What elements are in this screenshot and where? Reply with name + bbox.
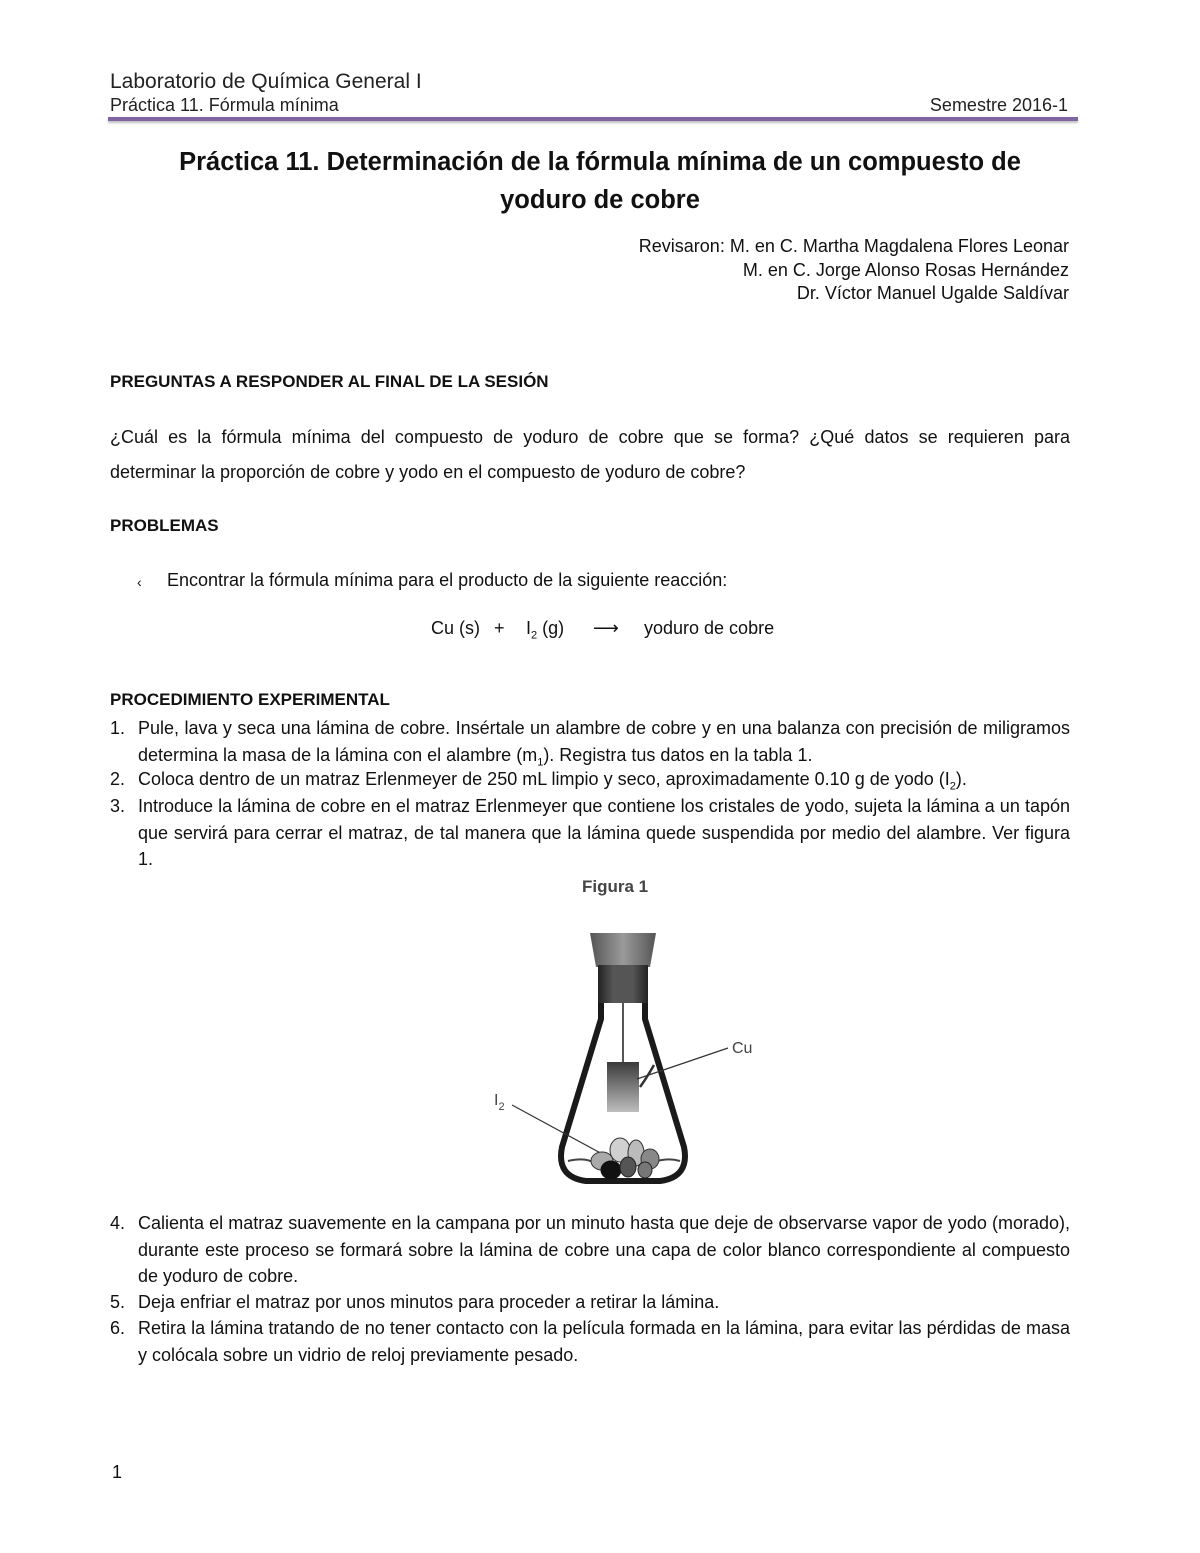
- copper-plate: [607, 1062, 639, 1112]
- reviewer-line-2: M. en C. Jorge Alonso Rosas Hernández: [742, 259, 1069, 280]
- header-rule: [108, 117, 1078, 121]
- procedure-step-6: [110, 1315, 1070, 1368]
- step-text: Retira la lámina tratando de no tener contacto con la película formada en la lámina, para evitar las pérdidas de masa y colócala sobre un vidrio de reloj previamente pesado.: [138, 1318, 1070, 1365]
- step-text: Calienta el matraz suavemente en la campana por un minuto hasta que deje de observarse vapor de yodo (morado), durante este proceso se formará sobre la lámina de cobre una capa de color blanco correspondiente al compuesto de yoduro de cobre.: [138, 1213, 1070, 1286]
- figure-label-i: $I_2$: [494, 1092, 505, 1113]
- title-line-2: yoduro de cobre: [500, 186, 700, 214]
- questions-line-1: ¿Cuál es la fórmula mínima del compuesto de yoduro de cobre que se forma? ¿Qué datos se requieren para: [110, 427, 1070, 447]
- flask-base-left: [568, 1159, 594, 1163]
- title-line-1: Práctica 11. Determinación de la fórmula mínima de un compuesto de: [179, 148, 1021, 176]
- procedure-step-3: [110, 793, 1070, 873]
- step-text: Pule, lava y seca una lámina de cobre. Insértale un alambre de cobre y en una balanza con precisión de miligramos determina la masa de la lámina con el alambre $(m_1)$. Registra tus datos en la tabla 1.: [138, 718, 1070, 769]
- reviewer-line-3: Dr. Víctor Manuel Ugalde Saldívar: [796, 283, 1069, 303]
- step-text: Coloca dentro de un matraz Erlenmeyer de 250 mL limpio y seco, aproximadamente 0.10 g de yodo $(I_2)$.: [138, 769, 967, 793]
- reaction-plus: +: [494, 618, 505, 638]
- step-number: 6.: [110, 1318, 126, 1338]
- figure-label-cu: Cu: [732, 1040, 753, 1057]
- step-number: 5.: [110, 1292, 126, 1312]
- procedure-step-4: [110, 1210, 1070, 1290]
- problems-heading: PROBLEMAS: [110, 516, 219, 535]
- problems-bullet-text: Encontrar la fórmula mínima para el producto de la siguiente reacción:: [167, 570, 728, 590]
- header-semester: Semestre 2016-1: [929, 95, 1068, 115]
- procedure-step-5: [110, 1289, 1070, 1316]
- header-practice: Práctica 11. Fórmula mínima: [110, 95, 339, 115]
- page-number: 1: [112, 1462, 123, 1482]
- step-text: Introduce la lámina de cobre en el matraz Erlenmeyer que contiene los cristales de yodo, sujeta la lámina a un tapón que servirá para cerrar el matraz, de tal manera que la lámina quede suspendida por medio del alambre. Ver figura 1.: [138, 796, 1070, 869]
- procedure-heading: PROCEDIMIENTO EXPERIMENTAL: [110, 690, 390, 709]
- header-course: Laboratorio de Química General I: [110, 70, 422, 93]
- step-number: 4.: [110, 1213, 126, 1233]
- step-number: 1.: [110, 718, 126, 738]
- page-title: [110, 143, 1090, 219]
- iodine-crystals: [591, 1138, 659, 1179]
- step-number: 3.: [110, 796, 126, 816]
- step-text: Deja enfriar el matraz por unos minutos para proceder a retirar la lámina.: [138, 1292, 720, 1312]
- reaction-reactant-1: Cu (s): [431, 618, 480, 638]
- questions-line-2: determinar la proporción de cobre y yodo en el compuesto de yoduro de cobre?: [110, 462, 746, 482]
- flask-stopper: [590, 933, 656, 967]
- reaction-product: yoduro de cobre: [644, 618, 775, 638]
- reviewer-line-1: Revisaron: M. en C. Martha Magdalena Flores Leonar: [638, 236, 1069, 256]
- reaction-reactant-2: $I_2$ (g): [526, 618, 565, 642]
- reviewers: [639, 235, 1069, 306]
- reaction-arrow: ⟶: [593, 618, 619, 639]
- bullet-icon: ‹: [137, 574, 142, 590]
- questions-heading: PREGUNTAS A RESPONDER AL FINAL DE LA SESIÓN: [110, 372, 549, 391]
- figure-caption: Figura 1: [582, 877, 649, 896]
- step-number: 2.: [110, 769, 126, 789]
- erlenmeyer-flask-figure: [480, 915, 780, 1205]
- cu-pointer: [637, 1048, 728, 1079]
